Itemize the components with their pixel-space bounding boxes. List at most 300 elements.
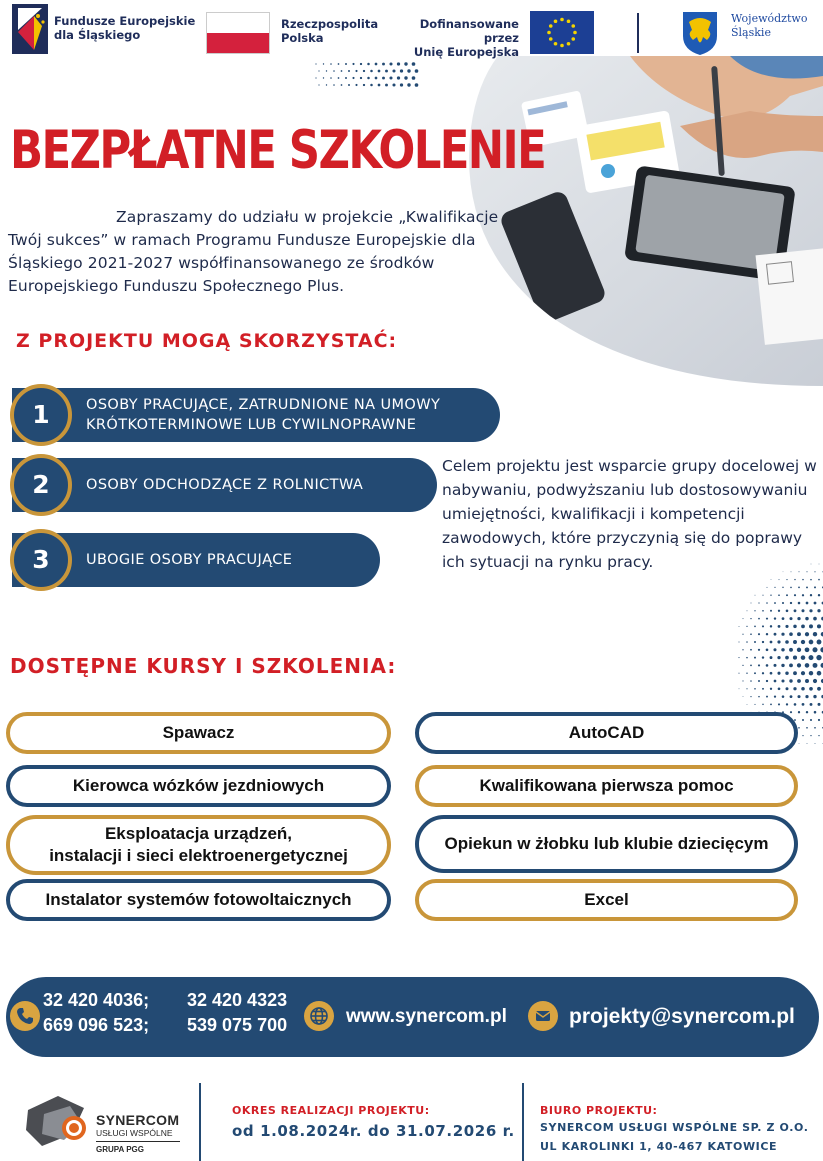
decor-dot — [389, 62, 392, 65]
decor-dot — [770, 610, 772, 612]
website-link[interactable]: www.synercom.pl — [346, 1006, 507, 1027]
footer-divider — [522, 1083, 524, 1161]
decor-dot — [758, 664, 760, 666]
course-item: Kierowca wózków jezdniowych — [6, 765, 391, 807]
decor-dot — [789, 663, 793, 667]
decor-dot — [809, 671, 813, 675]
decor-dot — [805, 679, 809, 683]
slaskie-crest-logo — [681, 10, 719, 56]
eu-star — [571, 37, 575, 41]
decor-dot — [415, 83, 419, 87]
phone-number[interactable]: 539 075 700 — [187, 1015, 288, 1035]
decor-dot — [746, 641, 748, 643]
decor-dot — [789, 617, 792, 620]
decor-dot — [333, 84, 335, 86]
eu-star — [571, 24, 575, 28]
decor-dot — [806, 602, 809, 605]
decor-dot — [779, 579, 780, 580]
decor-dot — [798, 602, 801, 605]
beneficiary-number: 2 — [10, 454, 72, 516]
decor-dot — [777, 672, 780, 675]
decor-dot — [817, 624, 821, 628]
decor-dot — [770, 688, 772, 690]
decor-dot — [375, 63, 378, 66]
beneficiary-label: OSOBY ODCHODZĄCE Z ROLNICTWA — [86, 477, 364, 493]
beneficiaries-title: Z PROJEKTU MOGĄ SKORZYSTAĆ: — [16, 330, 398, 352]
decor-dot — [750, 696, 751, 697]
rzeczpospolita-text: Rzeczpospolita Polska — [281, 17, 379, 45]
decor-dot — [807, 743, 808, 744]
decor-dot — [330, 77, 332, 79]
decor-dot — [397, 62, 400, 65]
email-link[interactable]: projekty@synercom.pl — [569, 1005, 795, 1028]
decor-dot — [802, 579, 803, 580]
course-item: Excel — [415, 879, 798, 921]
eu-star — [547, 31, 551, 35]
decor-dot — [766, 680, 768, 682]
decor-dot — [345, 63, 347, 65]
decor-dot — [762, 672, 764, 674]
decor-dot — [794, 703, 797, 706]
decor-dot — [786, 610, 789, 613]
decor-dot — [762, 656, 764, 658]
phone-number[interactable]: 32 420 4323 — [187, 990, 288, 1010]
decor-dot — [810, 594, 812, 596]
decor-dot — [754, 688, 756, 690]
decor-dot — [802, 735, 803, 736]
decor-dot — [806, 586, 808, 588]
decor-dot — [746, 626, 747, 627]
decor-dot — [810, 735, 811, 736]
decor-dot — [791, 571, 792, 572]
decor-dot — [770, 641, 773, 644]
decor-dot — [762, 641, 764, 643]
decor-dot — [385, 84, 388, 87]
decor-dot — [813, 695, 816, 698]
decor-dot — [392, 83, 395, 86]
eu-star — [549, 24, 553, 28]
decor-dot — [793, 687, 796, 690]
decor-dot — [783, 571, 784, 572]
decor-dot — [814, 586, 816, 588]
decor-dot — [785, 625, 788, 628]
decor-dot — [818, 703, 821, 706]
decor-dot — [818, 579, 820, 581]
decor-dot — [323, 77, 324, 78]
decor-dot — [802, 719, 804, 721]
course-item: Kwalifikowana pierwsza pomoc — [415, 765, 798, 807]
decor-dot — [797, 632, 801, 636]
decor-dot — [814, 602, 817, 605]
decor-dot — [802, 594, 804, 596]
company-name: SYNERCOM — [96, 1112, 180, 1128]
decor-dot — [801, 640, 805, 644]
decor-dot — [404, 76, 407, 79]
fundusze-europejskie-text: Fundusze Europejskie dla Śląskiego — [54, 14, 196, 42]
office-label: BIURO PROJEKTU: — [540, 1104, 658, 1117]
decor-dot — [770, 625, 772, 627]
decor-dot — [766, 648, 769, 651]
decor-dot — [794, 594, 796, 596]
decor-dot — [785, 656, 789, 660]
decor-dot — [812, 647, 817, 652]
decor-dot — [370, 84, 373, 87]
decor-dot — [782, 602, 784, 604]
eu-star — [560, 18, 564, 22]
decor-dot — [348, 84, 350, 86]
decor-dot — [743, 696, 744, 697]
decor-dot — [816, 655, 821, 660]
phone-numbers-left — [43, 988, 149, 1038]
decor-dot — [770, 672, 773, 675]
decor-dot — [805, 647, 810, 652]
decor-dot — [793, 671, 797, 675]
decor-dot — [754, 672, 756, 674]
decor-dot — [770, 656, 773, 659]
decor-dot — [747, 704, 748, 705]
decor-dot — [805, 632, 809, 636]
decor-dot — [798, 711, 800, 713]
decor-dot — [798, 727, 800, 729]
courses-title: DOSTĘPNE KURSY I SZKOLENIA: — [10, 654, 397, 678]
decor-dot — [793, 625, 796, 628]
decor-dot — [794, 579, 795, 580]
beneficiary-label: OSOBY PRACUJĄCE, ZATRUDNIONE NA UMOWY KRÓTKOTERMINOWE LUB CYWILNOPRAWNE — [86, 397, 441, 433]
eu-star — [554, 19, 558, 23]
decor-dot — [746, 657, 748, 659]
decor-dot — [773, 648, 776, 651]
decor-dot — [801, 609, 804, 612]
phone-numbers-right — [187, 988, 287, 1038]
decor-dot — [739, 626, 740, 627]
decor-dot — [774, 695, 776, 697]
decor-dot — [389, 76, 392, 79]
decor-dot — [814, 571, 815, 572]
decor-dot — [400, 69, 403, 72]
decor-dot — [758, 680, 760, 682]
decor-dot — [815, 743, 816, 744]
decor-dot — [774, 587, 775, 588]
decor-dot — [813, 679, 817, 683]
course-item: Opiekun w żłobku lub klubie dziecięcym — [415, 815, 798, 873]
decor-dot — [797, 663, 801, 667]
decor-dot — [801, 671, 805, 675]
decor-dot — [407, 69, 410, 72]
decor-dot — [805, 617, 808, 620]
beneficiary-item — [12, 388, 500, 442]
decor-dot — [766, 696, 768, 698]
decor-dot — [375, 77, 378, 80]
decor-dot — [789, 679, 792, 682]
decor-dot — [766, 618, 768, 620]
decor-dot — [782, 587, 783, 588]
decor-dot — [781, 633, 784, 636]
decor-dot — [746, 672, 747, 673]
eu-flag-logo — [530, 11, 594, 54]
decor-dot — [786, 579, 787, 580]
decor-dot — [355, 70, 357, 72]
headline: BEZPŁATNE SZKOLENIE — [10, 120, 546, 181]
decor-dot — [758, 696, 760, 698]
decor-dot — [315, 63, 316, 64]
project-goal-text: Celem projektu jest wsparcie grupy docelowej w nabywaniu, podwyższaniu lub dostosowywaniu umiejętności, kwalifikacji i kompetencji zawodowych, które przyczynią się do poprawy ich sytuacji na rynku pracy. — [442, 457, 817, 571]
decor-dot — [762, 704, 763, 705]
decor-dot — [754, 704, 755, 705]
decor-dot — [758, 633, 760, 635]
decor-dot — [798, 571, 799, 572]
decor-dot — [746, 688, 747, 689]
decor-dot — [352, 77, 354, 79]
decor-dot — [367, 77, 370, 80]
decor-dot — [738, 657, 739, 658]
decor-dot — [797, 679, 801, 683]
decor-dot — [333, 70, 335, 72]
decor-dot — [799, 743, 800, 744]
decor-dot — [412, 62, 416, 66]
decor-dot — [412, 76, 416, 80]
decor-dot — [754, 657, 756, 659]
decor-dot — [751, 603, 752, 604]
decor-dot — [819, 564, 820, 565]
decor-dot — [814, 727, 816, 729]
decor-dot — [415, 69, 419, 73]
decor-dot — [338, 77, 340, 79]
decor-dot — [790, 711, 792, 713]
decor-dot — [794, 609, 797, 612]
decor-dot — [323, 63, 324, 64]
decor-dot — [809, 687, 813, 691]
period-value: od 1.08.2024r. do 31.07.2026 r. — [232, 1122, 515, 1140]
decor-dot — [817, 687, 821, 691]
decor-dot — [382, 63, 385, 66]
decor-dot — [743, 618, 744, 619]
decor-dot — [797, 695, 800, 698]
decor-dot — [378, 70, 381, 73]
decor-dot — [762, 595, 763, 596]
decor-dot — [818, 594, 820, 596]
decor-dot — [766, 664, 769, 667]
decor-dot — [778, 594, 780, 596]
decor-dot — [754, 610, 755, 611]
decor-dot — [817, 609, 820, 612]
decor-dot — [782, 695, 785, 698]
decor-dot — [789, 648, 793, 652]
logo-divider — [637, 13, 639, 53]
decor-dot — [790, 602, 792, 604]
decor-dot — [778, 687, 781, 690]
contact-bar — [6, 977, 819, 1057]
decor-dot — [811, 564, 812, 565]
decor-dot — [809, 655, 814, 660]
decor-dot — [778, 610, 780, 612]
eu-star — [554, 42, 558, 46]
decor-dot — [360, 63, 362, 65]
decor-dot — [777, 640, 780, 643]
decor-dot — [778, 703, 780, 705]
decor-dot — [809, 640, 814, 645]
decor-dot — [817, 640, 822, 645]
course-item: Spawacz — [6, 712, 391, 754]
decor-dot — [785, 671, 788, 674]
decor-dot — [818, 735, 819, 736]
course-item: AutoCAD — [415, 712, 798, 754]
decor-dot — [742, 634, 743, 635]
decor-dot — [750, 633, 752, 635]
office-line: SYNERCOM USŁUGI WSPÓLNE SP. Z O.O. — [540, 1121, 809, 1134]
decor-dot — [781, 664, 784, 667]
decor-dot — [318, 70, 319, 71]
decor-dot — [766, 633, 768, 635]
beneficiary-label: UBOGIE OSOBY PRACUJĄCE — [86, 552, 293, 568]
decor-dot — [400, 83, 403, 86]
decor-dot — [758, 618, 760, 620]
decor-dot — [352, 63, 354, 65]
decor-dot — [385, 70, 388, 73]
decor-dot — [782, 617, 785, 620]
decor-dot — [338, 63, 340, 65]
synercom-logo — [24, 1094, 98, 1152]
phone-number[interactable]: 32 420 4036; — [43, 990, 150, 1010]
decor-dot — [750, 649, 752, 651]
decor-dot — [774, 617, 776, 619]
eu-star — [567, 19, 571, 23]
decor-dot — [404, 62, 407, 65]
decor-dot — [742, 649, 743, 650]
decor-dot — [754, 641, 756, 643]
decor-dot — [813, 617, 817, 621]
decor-dot — [755, 595, 756, 596]
logo-divider — [96, 1141, 180, 1142]
decor-dot — [392, 69, 395, 72]
decor-dot — [814, 711, 817, 714]
decor-dot — [360, 77, 362, 79]
eu-star — [567, 42, 571, 46]
decor-dot — [750, 680, 752, 682]
decor-dot — [781, 648, 784, 651]
decor-dot — [806, 727, 808, 729]
decor-dot — [810, 579, 812, 581]
eu-star — [549, 37, 553, 41]
course-item: Instalator systemów fotowoltaicznych — [6, 879, 391, 921]
beneficiary-number: 1 — [10, 384, 72, 446]
company-group: GRUPA PGG — [96, 1145, 145, 1154]
decor-dot — [790, 587, 792, 589]
decor-dot — [738, 673, 739, 674]
decor-dot — [774, 633, 777, 636]
decor-dot — [762, 688, 764, 690]
decor-dot — [762, 625, 764, 627]
beneficiary-number: 3 — [10, 529, 72, 591]
decor-dot — [750, 618, 751, 619]
decor-dot — [738, 641, 739, 642]
slaskie-text: Województwo Śląskie — [731, 12, 808, 39]
decor-dot — [774, 664, 777, 667]
phone-icon — [10, 1001, 40, 1031]
beneficiary-item — [12, 533, 380, 587]
decor-dot — [801, 625, 805, 629]
intro-text: Zapraszamy do udziału w projekcie „Kwalifikacje Twój sukces” w ramach Programu Fundusze Europejskie dla Śląskiego 2021-2027 współfinansowanego ze środków Europejskiego Funduszu Społecznego Plus. — [8, 208, 499, 295]
decor-dot — [742, 680, 743, 681]
decor-dot — [367, 63, 370, 66]
decor-dot — [786, 594, 788, 596]
decor-dot — [781, 679, 784, 682]
decor-dot — [767, 587, 768, 588]
decor-dot — [809, 624, 813, 628]
decor-dot — [382, 77, 385, 80]
decor-dot — [355, 84, 357, 86]
company-subtitle: USŁUGI WSPÓLNE — [96, 1128, 173, 1138]
decor-dot — [326, 70, 327, 71]
office-line: UL KAROLINKI 1, 40-467 KATOWICE — [540, 1140, 778, 1153]
decor-dot — [789, 632, 793, 636]
envelope-icon — [528, 1001, 558, 1031]
decor-dot — [348, 70, 350, 72]
decor-dot — [363, 84, 365, 86]
decor-dot — [774, 602, 776, 604]
fundusze-europejskie-logo — [12, 4, 48, 54]
decor-dot — [762, 610, 764, 612]
decor-dot — [798, 587, 800, 589]
eu-cofinanced-text: Dofinansowane przez Unię Europejską — [413, 17, 519, 59]
decor-dot — [330, 63, 332, 65]
phone-number[interactable]: 669 096 523; — [43, 1015, 150, 1035]
decor-dot — [378, 84, 381, 87]
decor-dot — [774, 680, 777, 683]
decor-dot — [790, 695, 793, 698]
decor-dot — [793, 656, 797, 660]
decor-dot — [801, 655, 806, 660]
decor-dot — [805, 695, 808, 698]
eu-star — [573, 31, 577, 35]
decor-dot — [806, 571, 807, 572]
decor-dot — [345, 77, 347, 79]
decor-dot — [770, 595, 771, 596]
decor-dot — [318, 84, 319, 85]
decor-dot — [341, 70, 343, 72]
globe-icon — [304, 1001, 334, 1031]
decor-dot — [810, 719, 812, 721]
decor-dot — [817, 671, 822, 676]
decor-dot — [801, 687, 805, 691]
decor-dot — [809, 609, 812, 612]
decor-dot — [770, 704, 772, 706]
decor-dot — [747, 610, 748, 611]
decor-dot — [793, 640, 797, 644]
decor-dot — [766, 602, 768, 604]
decor-dot — [370, 70, 373, 73]
decor-dot — [363, 70, 365, 72]
decor-dot — [805, 663, 810, 668]
footer-divider — [199, 1083, 201, 1161]
decor-dot — [786, 687, 789, 690]
polish-flag-logo — [206, 12, 270, 54]
decorative-dots — [312, 60, 422, 90]
decor-dot — [739, 688, 740, 689]
decor-dot — [797, 648, 801, 652]
decor-dot — [758, 602, 759, 603]
decor-dot — [315, 77, 316, 78]
course-item: Eksploatacja urządzeń, instalacji i sieci elektroenergetycznej — [6, 815, 391, 875]
decor-dot — [750, 665, 752, 667]
decor-dot — [797, 617, 800, 620]
decor-dot — [813, 663, 818, 668]
decor-dot — [802, 703, 805, 706]
period-label: OKRES REALIZACJI PROJEKTU: — [232, 1104, 430, 1117]
decor-dot — [407, 83, 410, 86]
decor-dot — [326, 84, 327, 85]
decor-dot — [810, 703, 813, 706]
decor-dot — [742, 665, 743, 666]
